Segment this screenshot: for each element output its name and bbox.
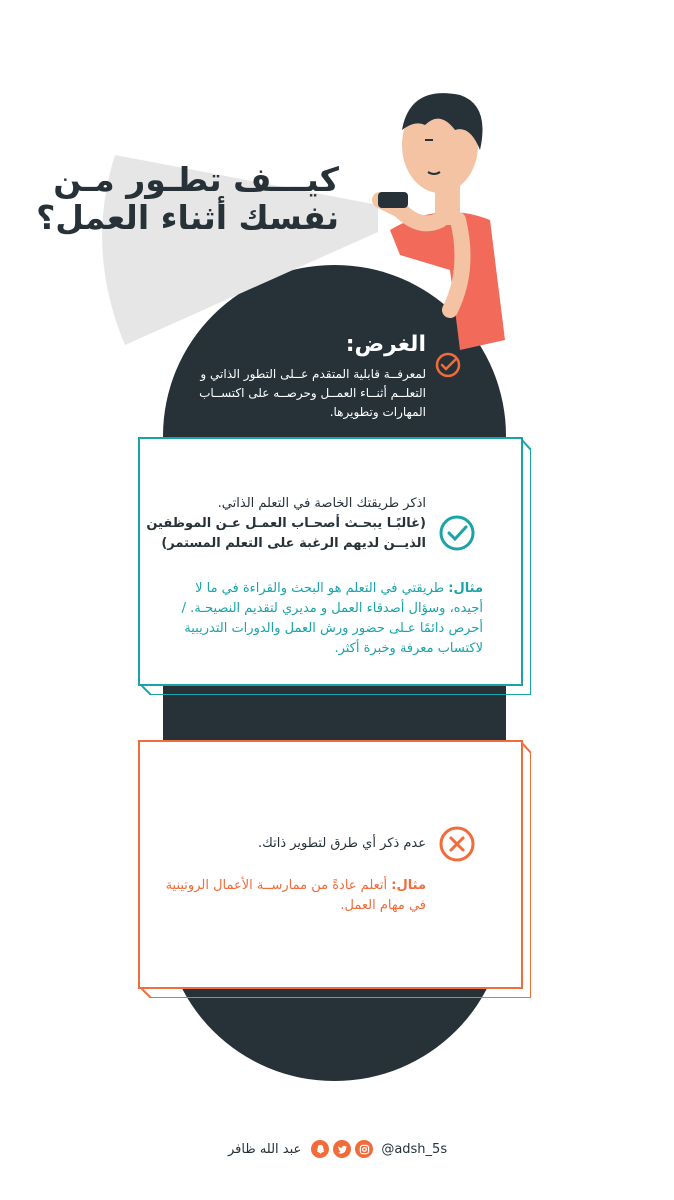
instagram-icon[interactable]	[355, 1140, 373, 1158]
purpose-heading: الغرض:	[345, 332, 426, 357]
bad-example-text: أتعلم عادةً من ممارســة الأعمال الروتينية في مهام العمل.	[165, 878, 426, 914]
close-circle-icon	[437, 824, 477, 864]
check-circle-icon	[433, 350, 463, 380]
good-answer-statement	[146, 494, 426, 554]
good-answer-statement-note: (غالبًـا يبحـث أصحـاب العمـل عـن الموظفين الذيــن لديهم الرغبة على التعلم المستمر)	[146, 516, 426, 552]
page-title-line-2: نفسك أثناء العمل؟	[36, 198, 339, 237]
good-answer-example	[163, 579, 483, 660]
twitter-icon[interactable]	[333, 1140, 351, 1158]
good-example-label: مثال:	[448, 581, 483, 596]
bad-answer-example	[146, 876, 426, 916]
footer	[228, 1138, 468, 1160]
check-circle-icon	[437, 513, 477, 553]
page-title-line-1: كيـــف تطـور مـن	[53, 160, 339, 199]
snapchat-icon[interactable]	[311, 1140, 329, 1158]
bad-example-label: مثال:	[391, 878, 426, 893]
good-answer-card	[138, 437, 523, 686]
bad-answer-statement: عدم ذكر أي طرق لتطوير ذاتك.	[258, 836, 426, 851]
author-name: عبد الله ظافر	[228, 1141, 302, 1157]
purpose-body: لمعرفــة قابلية المتقدم عــلى التطور الذاتي و التعلــم أثنــاء العمــل وحرصــه على اكتســاب المهارات وتطويرها.	[199, 367, 426, 420]
good-example-text: طريقتي في التعلم هو البحث والقراءة في ما لا أجيده، وسؤال أصدقاء العمل و مديري لتقديم النصيحـة. / أحرص دائمًا عـلى حضور ورش العمل والدورات التدريبية لاكتساب معرفة وخبرة أكثر.	[181, 581, 483, 657]
social-handle: @adsh_5s	[381, 1141, 448, 1157]
bad-answer-card	[138, 740, 523, 989]
good-answer-statement-main: اذكر طريقتك الخاصة في التعلم الذاتي.	[217, 496, 426, 511]
